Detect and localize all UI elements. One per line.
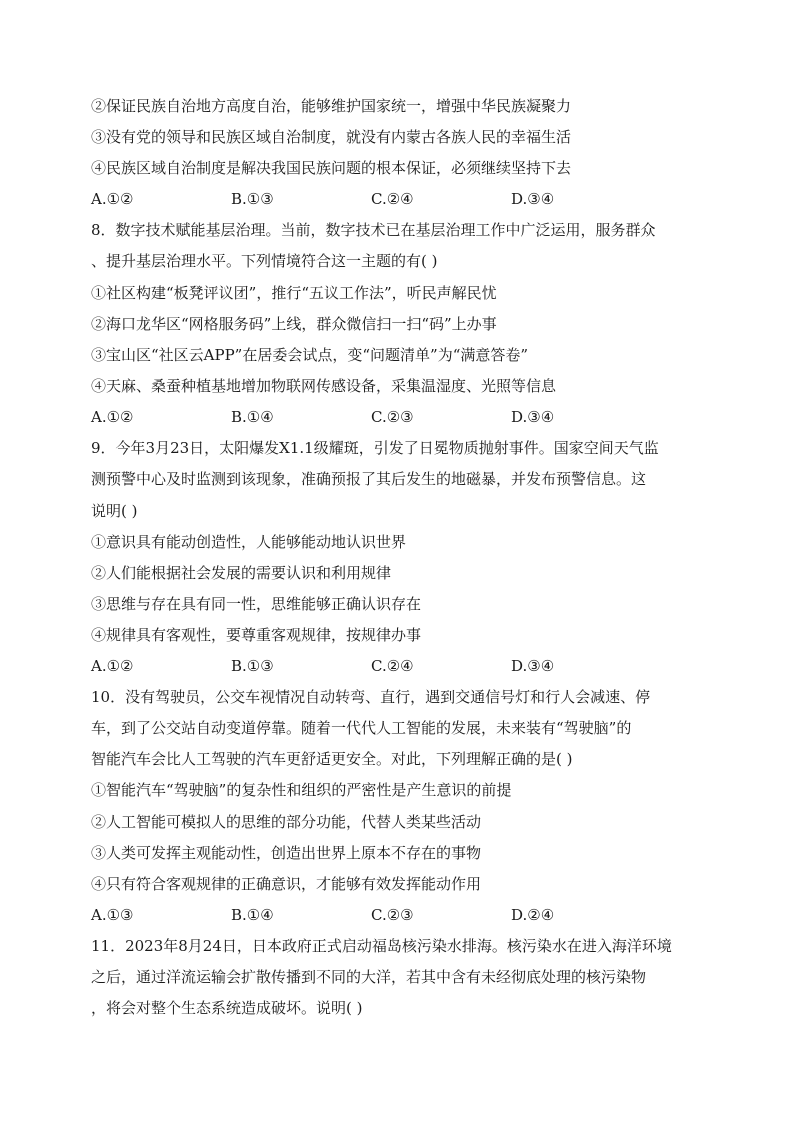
q8-stem-line-1: 8．数字技术赋能基层治理。当前，数字技术已在基层治理工作中广泛运用，服务群众 xyxy=(91,221,656,239)
q7-item-4: ④民族区域自治制度是解决我国民族问题的根本保证，必须继续坚持下去 xyxy=(91,159,572,177)
q7-option-d: D.③④ xyxy=(511,190,555,208)
q8-item-3: ③宝山区“社区云APP”在居委会试点，变“问题清单”为“满意答卷” xyxy=(91,346,529,364)
q7-option-c: C.②④ xyxy=(371,190,414,208)
q7-option-b: B.①③ xyxy=(231,190,274,208)
q9-item-2: ②人们能根据社会发展的需要认识和利用规律 xyxy=(91,564,392,582)
q10-stem-line-2: 车，到了公交站自动变道停靠。随着一代代人工智能的发展，未来装有“驾驶脑”的 xyxy=(91,719,632,737)
q9-option-d: D.③④ xyxy=(511,657,555,675)
q9-option-c: C.②④ xyxy=(371,657,414,675)
q11-stem-line-2: 之后，通过洋流运输会扩散传播到不同的大洋，若其中含有未经彻底处理的核污染物 xyxy=(91,968,647,986)
q9-stem-line-3: 说明( ) xyxy=(91,502,138,520)
q11-stem-line-1: 11．2023年8月24日，日本政府正式启动福岛核污染水排海。核污染水在进入海洋环境 xyxy=(91,937,672,955)
q9-stem-line-1: 9．今年3月23日，太阳爆发X1.1级耀斑，引发了日冕物质抛射事件。国家空间天气监 xyxy=(91,439,659,457)
q10-stem-line-3: 智能汽车会比人工驾驶的汽车更舒适更安全。对此，下列理解正确的是( ) xyxy=(91,750,573,768)
q9-option-a: A.①② xyxy=(91,657,134,675)
q10-item-2: ②人工智能可模拟人的思维的部分功能，代替人类某些活动 xyxy=(91,813,482,831)
q9-item-1: ①意识具有能动创造性，人能够能动地认识世界 xyxy=(91,533,407,551)
q8-stem-line-2: 、提升基层治理水平。下列情境符合这一主题的有( ) xyxy=(91,252,438,270)
q8-option-d: D.③④ xyxy=(511,408,555,426)
q7-option-a: A.①② xyxy=(91,190,134,208)
q10-option-b: B.①④ xyxy=(231,906,274,924)
q8-option-a: A.①② xyxy=(91,408,134,426)
q9-item-3: ③思维与存在具有同一性，思维能够正确认识存在 xyxy=(91,595,422,613)
q8-item-1: ①社区构建“板凳评议团”，推行“五议工作法”，听民声解民忧 xyxy=(91,284,497,302)
q9-item-4: ④规律具有客观性，要尊重客观规律，按规律办事 xyxy=(91,626,422,644)
q8-item-4: ④天麻、桑蚕种植基地增加物联网传感设备，采集温湿度、光照等信息 xyxy=(91,377,557,395)
q10-item-3: ③人类可发挥主观能动性，创造出世界上原本不存在的事物 xyxy=(91,844,482,862)
q10-item-4: ④只有符合客观规律的正确意识，才能够有效发挥能动作用 xyxy=(91,875,482,893)
q8-option-c: C.②③ xyxy=(371,408,414,426)
q9-stem-line-2: 测预警中心及时监测到该现象，准确预报了其后发生的地磁暴，并发布预警信息。这 xyxy=(91,470,647,488)
q9-option-b: B.①③ xyxy=(231,657,274,675)
q10-stem-line-1: 10．没有驾驶员，公交车视情况自动转弯、直行，遇到交通信号灯和行人会减速、停 xyxy=(91,688,651,706)
q10-option-d: D.②④ xyxy=(511,906,555,924)
q10-option-a: A.①③ xyxy=(91,906,134,924)
q10-item-1: ①智能汽车“驾驶脑”的复杂性和组织的严密性是产生意识的前提 xyxy=(91,781,512,799)
q7-item-2: ②保证民族自治地方高度自治，能够维护国家统一，增强中华民族凝聚力 xyxy=(91,97,572,115)
q8-option-b: B.①④ xyxy=(231,408,274,426)
q10-option-c: C.②③ xyxy=(371,906,414,924)
q11-stem-line-3: ，将会对整个生态系统造成破坏。说明( ) xyxy=(91,999,363,1017)
q8-item-2: ②海口龙华区“网格服务码”上线，群众微信扫一扫“码”上办事 xyxy=(91,315,497,333)
q7-item-3: ③没有党的领导和民族区域自治制度，就没有内蒙古各族人民的幸福生活 xyxy=(91,128,572,146)
